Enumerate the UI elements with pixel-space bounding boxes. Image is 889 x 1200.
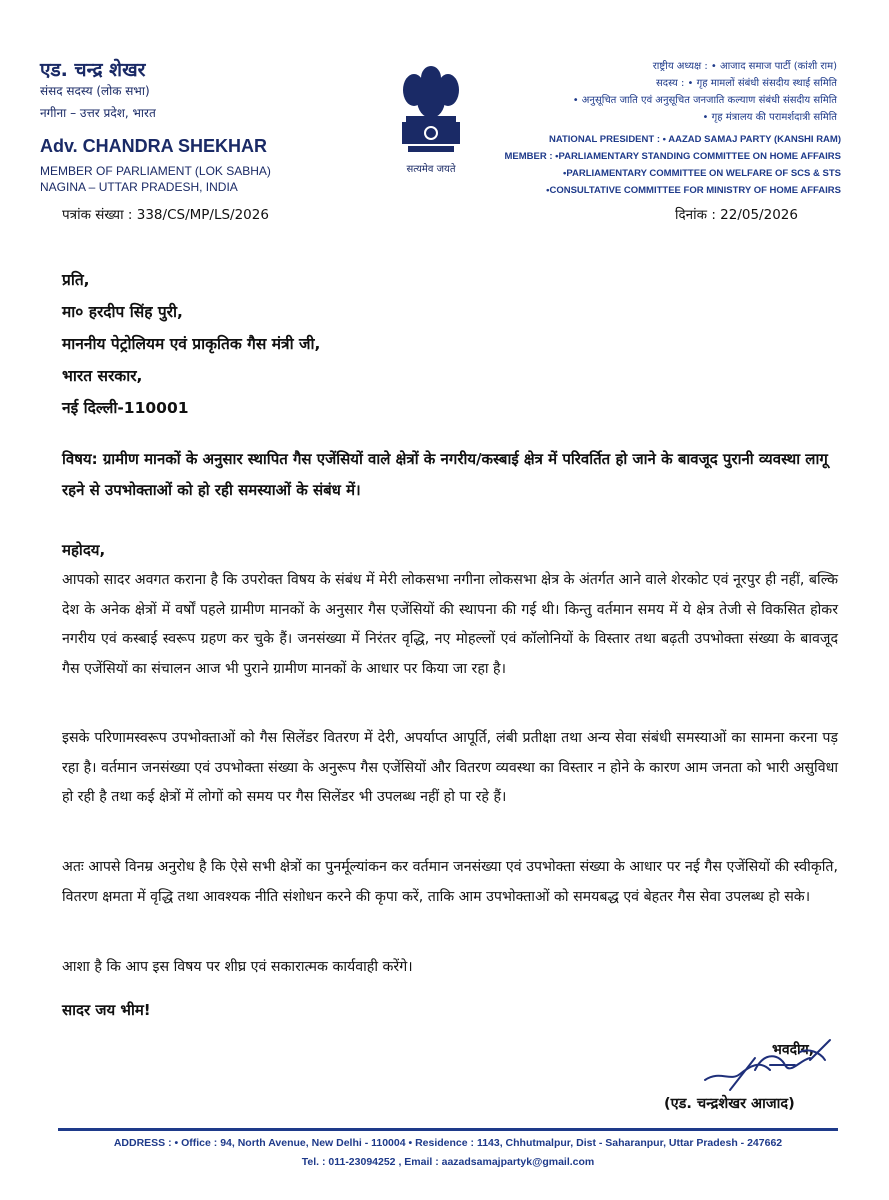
- addressee-line: प्रति,: [62, 271, 90, 289]
- right-english-line: MEMBER : •PARLIAMENTARY STANDING COMMITTEE ON HOME AFFAIRS: [504, 151, 841, 162]
- body-paragraph: आशा है कि आप इस विषय पर शीघ्र एवं सकारात्मक कार्यवाही करेंगे।: [62, 959, 413, 975]
- english-designation: MEMBER OF PARLIAMENT (LOK SABHA): [40, 164, 271, 178]
- valediction: भवदीय,: [772, 1042, 815, 1058]
- hindi-name: एड. चन्द्र शेखर: [40, 59, 146, 81]
- right-english-line: •PARLIAMENTARY COMMITTEE ON WELFARE OF SCS & STS: [563, 168, 841, 179]
- right-hindi-line: राष्ट्रीय अध्यक्ष : • आजाद समाज पार्टी (कांशी राम): [652, 61, 837, 72]
- addressee-line: भारत सरकार,: [62, 367, 143, 385]
- body-paragraph: अतः आपसे विनम्र अनुरोध है कि ऐसे सभी क्षेत्रों का पुनर्मूल्यांकन कर वर्तमान जनसंख्या एवं उपभोक्ता संख्या के आधार पर नई गैस एजेंसियों की स्वीकृति, वितरण क्षमता में वृद्धि तथा आवश्यक नीति संशोधन करने की कृपा करें, ताकि आम उपभोक्ताओं को समयबद्ध एवं बेहतर गैस सेवा उपलब्ध हो सके।: [62, 859, 838, 905]
- english-name: Adv. CHANDRA SHEKHAR: [40, 136, 268, 156]
- reference-number: पत्रांक संख्या : 338/CS/MP/LS/2026: [62, 207, 269, 223]
- addressee-line: मा० हरदीप सिंह पुरी,: [62, 303, 183, 321]
- emblem-motto: सत्यमेव जयते: [406, 164, 456, 175]
- addressee-line: माननीय पेट्रोलियम एवं प्राकृतिक गैस मंत्री जी,: [62, 335, 321, 353]
- national-emblem-icon: [392, 60, 470, 180]
- letter-date: दिनांक : 22/05/2026: [675, 207, 798, 223]
- right-hindi-line: • अनुसूचित जाति एवं अनुसूचित जनजाति कल्याण संबंधी संसदीय समिति: [572, 95, 837, 106]
- right-english-line: NATIONAL PRESIDENT : • AAZAD SAMAJ PARTY (KANSHI RAM): [548, 134, 841, 145]
- footer-address: ADDRESS : • Office : 94, North Avenue, New Delhi - 110004 • Residence : 1143, Chhutmalpur, Dist - Saharanpur, Uttar Pradesh - 247662: [113, 1137, 783, 1149]
- letter-subject: विषय: ग्रामीण मानकों के अनुसार स्थापित गैस एजेंसियों वाले क्षेत्रों के नगरीय/कस्बाई क्षेत्र में परिवर्तित हो जाने के बावजूद पुरानी व्यवस्था लागू रहने से उपभोक्ताओं को हो रही समस्याओं के संबंध में।: [62, 450, 828, 499]
- footer-contact: Tel. : 011-23094252 , Email : aazadsamajpartyk@gmail.com: [301, 1156, 595, 1168]
- closing-greeting: सादर जय भीम!: [62, 1001, 151, 1019]
- right-english-line: •CONSULTATIVE COMMITTEE FOR MINISTRY OF HOME AFFAIRS: [546, 185, 841, 196]
- right-hindi-line: • गृह मंत्रालय की परामर्शदात्री समिति: [702, 112, 837, 123]
- footer-divider: [58, 1128, 838, 1131]
- addressee-line: नई दिल्ली-110001: [62, 399, 189, 417]
- body-paragraph: आपको सादर अवगत कराना है कि उपरोक्त विषय के संबंध में मेरी लोकसभा नगीना लोकसभा क्षेत्र के अंतर्गत आने वाले शेरकोट एवं नूरपुर ही नहीं, बल्कि देश के अनेक क्षेत्रों में वर्षों पहले ग्रामीण मानकों के अनुसार गैस एजेंसियों की स्थापना की गई थी। किन्तु वर्तमान समय में ये क्षेत्र तेजी से विकसित होकर नगरीय एवं कस्बाई स्वरूप ग्रहण कर चुके हैं। जनसंख्या में निरंतर वृद्धि, नए मोहल्लों एवं कॉलोनियों के विस्तार तथा बढ़ती उपभोक्ता संख्या के बावजूद गैस एजेंसियों का संचालन आज भी पुराने ग्रामीण मानकों के आधार पर किया जा रहा है।: [62, 572, 838, 677]
- hindi-designation: संसद सदस्य (लोक सभा): [40, 84, 150, 98]
- signer-name: (एड. चन्द्रशेखर आजाद): [664, 1096, 795, 1112]
- body-paragraph: इसके परिणामस्वरूप उपभोक्ताओं को गैस सिलेंडर वितरण में देरी, अपर्याप्त आपूर्ति, लंबी प्रतीक्षा तथा अन्य सेवा संबंधी समस्याओं का सामना करना पड़ रहा है। वर्तमान जनसंख्या एवं उपभोक्ता संख्या के अनुरूप गैस एजेंसियों और वितरण व्यवस्था का विस्तार न होने के कारण आम जनता को भारी असुविधा हो रही है तथा कई क्षेत्रों में लोगों को समय पर गैस सिलेंडर भी उपलब्ध नहीं हो पा रहे हैं।: [62, 730, 838, 805]
- hindi-constituency: नगीना – उत्तर प्रदेश, भारत: [40, 106, 156, 120]
- right-hindi-line: सदस्य : • गृह मामलों संबंधी संसदीय स्थाई समिति: [656, 78, 837, 89]
- salutation: महोदय,: [62, 541, 106, 559]
- handwritten-signature: [700, 1030, 840, 1100]
- english-constituency: NAGINA – UTTAR PRADESH, INDIA: [40, 180, 238, 194]
